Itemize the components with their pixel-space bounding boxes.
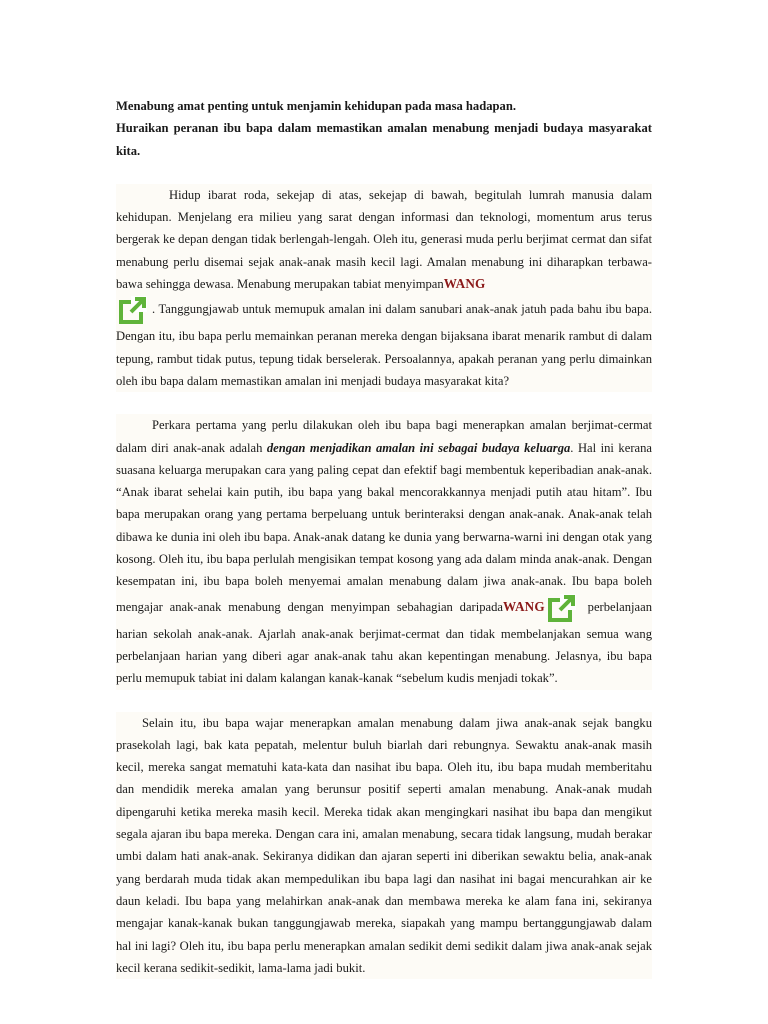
paragraph-1: [116, 184, 652, 392]
paragraph-1-text-a: Hidup ibarat roda, sekejap di atas, sekejap di bawah, begitulah lumrah manusia dalam kehidupan. Menjelang era milieu yang sarat dengan informasi dan teknologi, momentum arus terus bergerak ke depan dengan tidak berlengah-lengah. Oleh itu, generasi muda perlu berjimat cermat dan sifat menabung perlu disemai sejak anak-anak masih kecil lagi. Amalan menabung ini diharapkan terbawa-bawa sehingga dewasa. Menabung merupakan tabiat menyimpan: [116, 187, 652, 292]
paragraph-1-text-b: . Tanggungjawab untuk memupuk amalan ini dalam sanubari anak-anak jatuh pada bahu ibu bapa. Dengan itu, ibu bapa perlu memainkan peranan mereka dengan bijaksana ibarat menarik rambut di dalam tepung, rambut tidak putus, tepung tidak berselerak. Persoalannya, apakah peranan yang perlu dimainkan oleh ibu bapa dalam memastikan amalan ini menjadi budaya masyarakat kita?: [116, 302, 652, 388]
essay-heading: [116, 95, 652, 162]
paragraph-2-text-b: . Hal ini kerana suasana keluarga merupakan cara yang paling cepat dan efektif bagi membentuk keperibadian anak-anak. “Anak ibarat sehelai kain putih, ibu bapa yang bakal mencorakkannya menjadi putih atau hitam”. Ibu bapa merupakan orang yang pertama berpeluang untuk berinteraksi dengan anak-anak. Anak-anak telah dibawa ke dunia ini oleh ibu bapa. Anak-anak datang ke dunia yang berwarna-warni ini dengan otak yang kosong. Oleh itu, ibu bapa perlulah mengisikan tempat kosong yang ada dalam minda anak-anak. Dengan kesempatan ini, ibu bapa boleh menyemai amalan menabung dalam jiwa anak-anak. Ibu bapa boleh mengajar anak-anak menabung dengan menyimpan sebahagian daripada: [116, 440, 652, 614]
wang-ad-link-2[interactable]: WANG: [503, 598, 545, 614]
external-link-icon[interactable]: [547, 593, 577, 623]
heading-line-1: Menabung amat penting untuk menjamin kehidupan pada masa hadapan.: [116, 99, 516, 113]
wang-ad-link-1[interactable]: WANG: [443, 276, 486, 292]
paragraph-2-emphasis: dengan menjadikan amalan ini sebagai budaya keluarga: [266, 440, 571, 455]
paragraph-2-text-a: Perkara pertama yang perlu dilakukan oleh ibu bapa bagi menerapkan amalan berjimat-cermat dalam diri anak-anak adalah: [116, 418, 652, 455]
paragraph-3: Selain itu, ibu bapa wajar menerapkan amalan menabung dalam jiwa anak-anak sejak bangku prasekolah lagi, bak kata pepatah, melentur buluh biarlah dari rebungnya. Sewaktu anak-anak masih kecil, mereka sangat mematuhi kata-kata dan nasihat ibu bapa. Oleh itu, ibu bapa mudah memberitahu dan mendidik mereka amalan yang berunsur positif seperti amalan menabung. Anak-anak mudah dipengaruhi ketika mereka masih kecil. Mereka tidak akan mengingkari nasihat ibu bapa dan mengikut segala ajaran ibu bapa mereka. Dengan cara ini, amalan menabung, secara tidak langsung, mudah berakar umbi dalam hati anak-anak. Sekiranya didikan dan ajaran seperti ini diberikan sewaktu belia, anak-anak yang berdarah muda tidak akan mempedulikan ibu bapa lagi dan nasihat ini bagai mencurahkan air ke daun keladi. Ibu bapa yang melahirkan anak-anak dan membawa mereka ke alam fana ini, sekiranya mengajar kanak-kanak bukan tanggungjawab mereka, siapakah yang mampu bertanggungjawab dalam hal ini lagi? Oleh itu, ibu bapa perlu menerapkan amalan sedikit demi sedikit dalam jiwa anak-anak sejak kecil kerana sedikit-sedikit, lama-lama jadi bukit.: [116, 712, 652, 980]
external-link-icon[interactable]: [118, 295, 148, 325]
paragraph-2: [116, 414, 652, 689]
heading-line-2: Huraikan peranan ibu bapa dalam memastikan amalan menabung menjadi budaya masyarakat kita.: [116, 121, 652, 158]
paragraph-2-text-c: perbelanjaan harian sekolah anak-anak. Ajarlah anak-anak berjimat-cermat dan tidak membelanjakan semua wang perbelanjaan harian yang diberi agar anak-anak tahu akan kepentingan menabung. Jelasnya, ibu bapa perlu memupuk tabiat ini dalam kalangan kanak-kanak “sebelum kudis menjadi tokak”.: [116, 599, 652, 686]
document-body: [116, 95, 652, 979]
